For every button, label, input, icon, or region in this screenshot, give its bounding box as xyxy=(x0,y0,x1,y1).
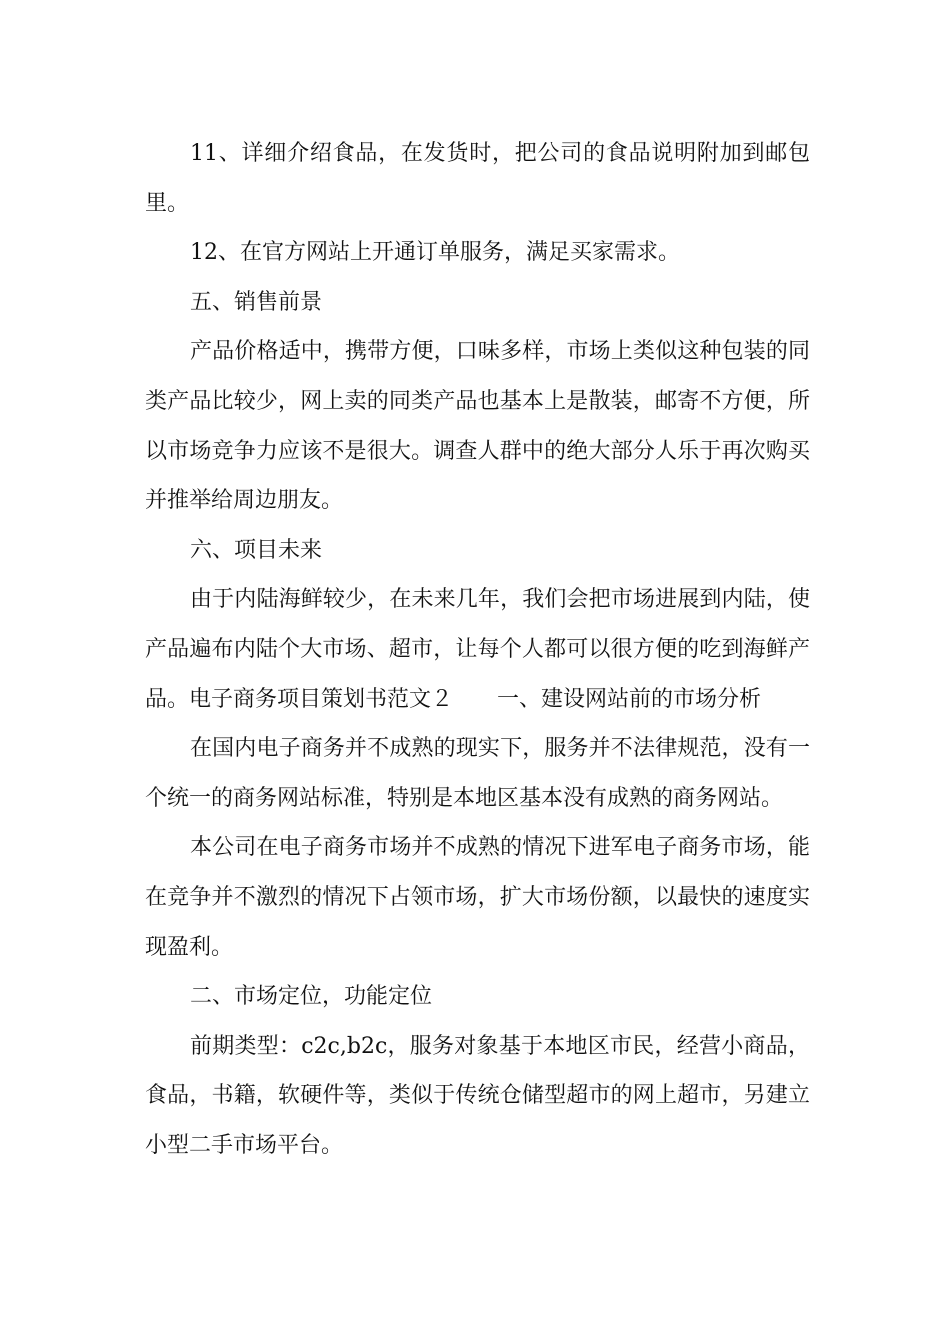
section-heading-sales-prospect: 五、销售前景 xyxy=(190,289,323,315)
paragraph-project-future: 由于内陆海鲜较少，在未来几年，我们会把市场进展到内陆，使产品遍布内陆个大市场、超市，让每个人都可以很方便的吃到海鲜产品。电子商务项目策划书范文２ 一、建设网站前的市场分析 xyxy=(145,587,810,712)
paragraph-company-entry: 本公司在电子商务市场并不成熟的情况下进军电子商务市场，能在竞争并不激烈的情况下占领市场，扩大市场份额，以最快的速度实现盈利。 xyxy=(145,835,810,960)
paragraph-positioning: 前期类型：c2c,b2c，服务对象基于本地区市民，经营小商品，食品，书籍，软硬件等，类似于传统仓储型超市的网上超市，另建立小型二手市场平台。 xyxy=(145,1033,810,1158)
paragraph-item-12: 12、在官方网站上开通订单服务，满足买家需求。 xyxy=(190,240,680,266)
paragraph-item-11: 11、详细介绍食品，在发货时，把公司的食品说明附加到邮包里。 xyxy=(145,141,810,216)
paragraph-domestic-ecommerce: 在国内电子商务并不成熟的现实下，服务并不法律规范，没有一个统一的商务网站标准，特别是本地区基本没有成熟的商务网站。 xyxy=(145,736,810,811)
document-body xyxy=(145,129,810,1170)
section-heading-project-future: 六、项目未来 xyxy=(190,537,323,563)
section-heading-positioning: 二、市场定位，功能定位 xyxy=(190,984,433,1010)
paragraph-sales-prospect: 产品价格适中，携带方便，口味多样，市场上类似这种包装的同类产品比较少，网上卖的同类产品也基本上是散装，邮寄不方便，所以市场竞争力应该不是很大。调查人群中的绝大部分人乐于再次购买并推举给周边朋友。 xyxy=(145,339,810,514)
